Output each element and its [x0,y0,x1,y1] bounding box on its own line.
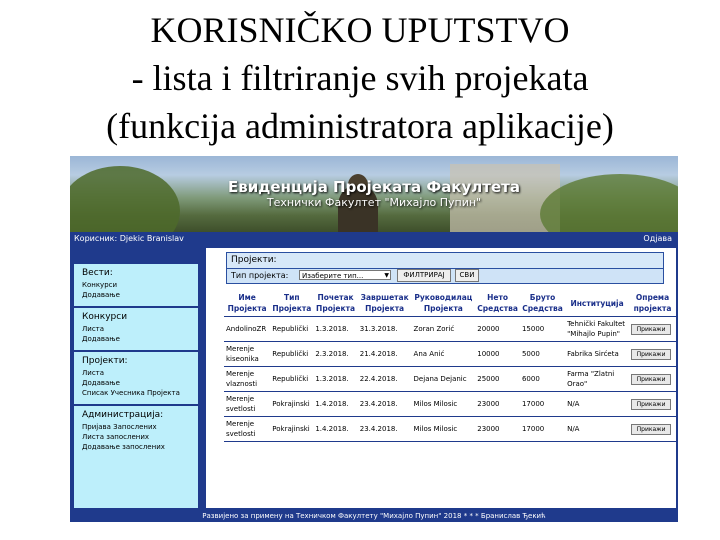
sidebar-link-add-competition[interactable]: Додавање [82,335,120,343]
sidebar-link-add-news[interactable]: Додавање [82,291,120,299]
col-header-institution: Институција [565,290,629,317]
col-header-gross: Бруто Средства [520,290,565,317]
sidebar-link-employee-registration[interactable]: Пријава Запослених [82,423,157,431]
slide-title-line-1: KORISNIČKO UPUTSTVO [150,10,570,50]
cell-start: 1.4.2018. [313,417,357,442]
filter-button[interactable]: ФИЛТРИРАЈ [397,269,451,282]
cell-equipment [629,317,676,342]
filter-panel-title: Пројекти: [231,255,277,265]
cell-project-type: Republički [270,367,313,392]
cell-institution: N/A [565,392,629,417]
project-type-select-value: Изаберите тип... [302,272,364,280]
cell-project-type: Republički [270,342,313,367]
cell-manager: Milos Milosic [412,392,476,417]
cell-manager: Zoran Zorić [412,317,476,342]
cell-net: 20000 [475,317,520,342]
cell-start: 1.4.2018. [313,392,357,417]
sidebar-heading: Пројекти: [82,356,128,366]
cell-gross: 17000 [520,392,565,417]
cell-project-name: AndolinoZR [224,317,270,342]
cell-institution: Tehnički Fakultet "Mihajlo Pupin" [565,317,629,342]
app-title: Евиденција Пројеката Факултета [228,178,520,196]
app-subtitle: Технички Факултет "Михајло Пупин" [266,196,482,209]
show-equipment-button[interactable]: Прикажи [631,374,671,385]
app-screenshot [70,156,678,522]
cell-institution: Farma "Zlatni Orao" [565,367,629,392]
cell-project-name: Merenje svetlosti [224,392,270,417]
sidebar-link-add-employee[interactable]: Додавање запослених [82,443,165,451]
cell-gross: 17000 [520,417,565,442]
project-filter-panel [226,252,664,284]
show-equipment-button[interactable]: Прикажи [631,349,671,360]
sidebar-link-employees-list[interactable]: Листа запослених [82,433,150,441]
col-header-project-name: Име Пројекта [224,290,270,317]
cell-manager: Milos Milosic [412,417,476,442]
cell-end: 21.4.2018. [358,342,412,367]
col-header-manager: Руководилац Пројекта [412,290,476,317]
main-content [206,248,676,508]
cell-project-type: Pokrajinski [270,392,313,417]
cell-end: 23.4.2018. [358,392,412,417]
cell-manager: Ana Anić [412,342,476,367]
slide-title [0,6,720,150]
table-header-row [224,290,676,317]
show-equipment-button[interactable]: Прикажи [631,424,671,435]
app-footer: Развијено за примену на Техничком Факултету "Михајло Пупин" 2018 * * * Бранислав Ђекић [202,512,546,520]
header-banner [70,156,678,232]
sidebar-link-competitions-list[interactable]: Листа [82,325,105,333]
cell-net: 10000 [475,342,520,367]
sidebar-heading: Вести: [82,268,113,278]
sidebar-link-project-participants[interactable]: Списак Учесника Пројекта [82,389,180,397]
table-row [224,367,676,392]
cell-net: 23000 [475,417,520,442]
cell-project-name: Merenje svetlosti [224,417,270,442]
col-header-project-type: Тип Пројекта [270,290,313,317]
table-row [224,417,676,442]
show-all-button[interactable]: СВИ [455,269,479,282]
sidebar-section-news [74,264,198,308]
cell-equipment [629,367,676,392]
cell-start: 1.3.2018. [313,367,357,392]
cell-equipment [629,417,676,442]
cell-end: 22.4.2018. [358,367,412,392]
cell-manager: Dejana Dejanic [412,367,476,392]
project-type-select[interactable] [299,270,391,280]
cell-institution: N/A [565,417,629,442]
cell-gross: 15000 [520,317,565,342]
cell-project-name: Merenje kiseonika [224,342,270,367]
filter-row [227,268,663,283]
cell-equipment [629,392,676,417]
cell-start: 1.3.2018. [313,317,357,342]
cell-equipment [629,342,676,367]
cell-institution: Fabrika Sirćeta [565,342,629,367]
cell-project-name: Merenje vlaznosti [224,367,270,392]
cell-project-type: Republički [270,317,313,342]
sidebar-link-projects-list[interactable]: Листа [82,369,105,377]
sidebar-section-administration [74,406,198,458]
sidebar-link-add-project[interactable]: Додавање [82,379,120,387]
sidebar-section-competitions [74,308,198,352]
sidebar-section-projects [74,352,198,406]
show-equipment-button[interactable]: Прикажи [631,324,671,335]
projects-table [224,290,676,442]
cell-net: 23000 [475,392,520,417]
current-user-label: Корисник: Djekic Branislav [74,234,184,243]
cell-gross: 6000 [520,367,565,392]
table-row [224,317,676,342]
table-row [224,342,676,367]
cell-start: 2.3.2018. [313,342,357,367]
user-bar [70,232,678,246]
cell-project-type: Pokrajinski [270,417,313,442]
col-header-equipment: Опрема пројекта [629,290,676,317]
cell-gross: 5000 [520,342,565,367]
sidebar-heading: Конкурси [82,312,128,322]
col-header-net: Нето Средства [475,290,520,317]
show-equipment-button[interactable]: Прикажи [631,399,671,410]
slide-title-line-3: (funkcija administratora aplikacije) [106,106,614,146]
sidebar [74,264,198,508]
project-type-label: Тип пројекта: [231,271,289,280]
table-row [224,392,676,417]
sidebar-link-competitions[interactable]: Конкурси [82,281,118,289]
cell-end: 31.3.2018. [358,317,412,342]
cell-net: 25000 [475,367,520,392]
cell-end: 23.4.2018. [358,417,412,442]
col-header-end: Завршетак Пројекта [358,290,412,317]
sidebar-heading: Администрација: [82,410,164,420]
logout-link[interactable]: Одјава [643,234,672,243]
chevron-down-icon: ▼ [384,272,389,279]
col-header-start: Почетак Пројекта [313,290,357,317]
slide-title-line-2: - lista i filtriranje svih projekata [131,58,589,98]
